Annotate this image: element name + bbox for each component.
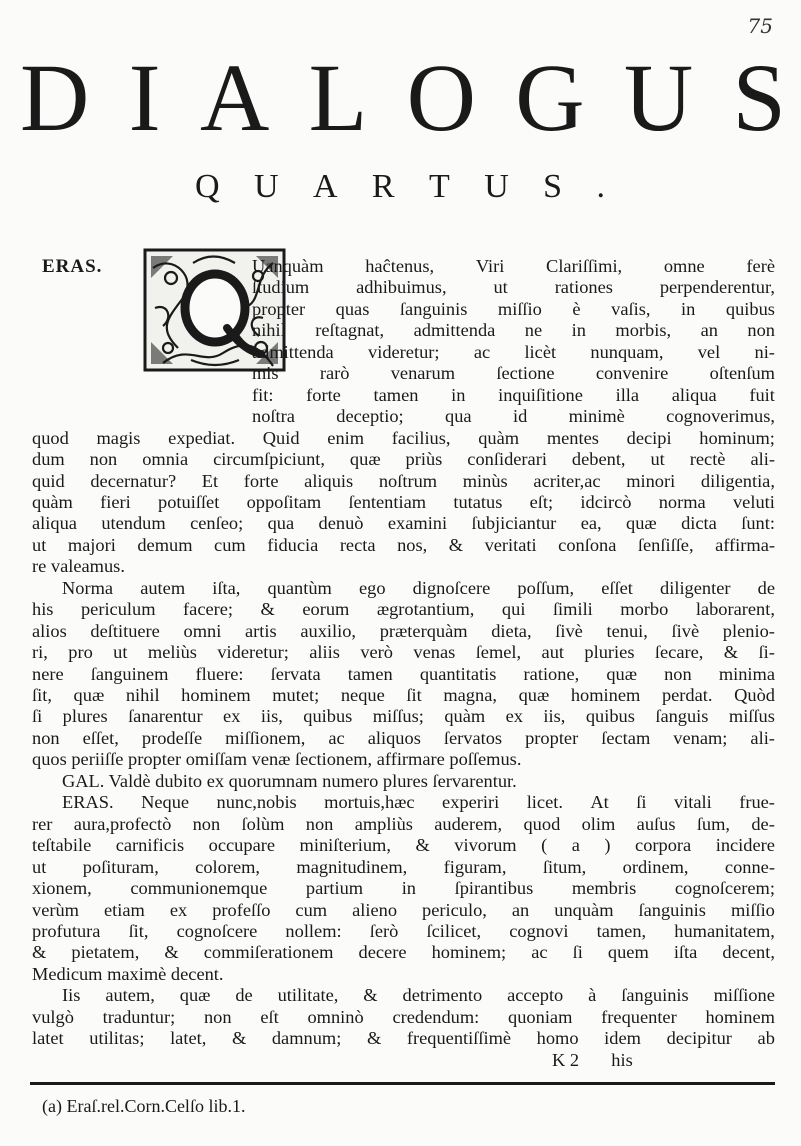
subtitle-letter: U — [484, 168, 509, 205]
text-line: Iis autem, quæ de utilitate, & detrimento accepto à ſanguinis miſſione — [62, 985, 775, 1006]
text-line: ri, pro ut meliùs videretur; aliis verò venas ſemel, aut pluries ſecare, & ſi- — [32, 642, 775, 663]
dialogue-title — [20, 44, 790, 151]
text-line: propter quas ſanguinis miſſio è vaſis, in quibus — [252, 298, 775, 319]
text-line: teſtabile carnificis occupare miniſterium, & vivorum ( a ) corpora incidere — [32, 835, 775, 856]
text-line: admittenda videretur; ac licèt nunquam, vel ni- — [252, 341, 775, 362]
text-line: dum non omnia circumſpiciunt, quæ priùs conſiderari debent, ut rectè ali- — [32, 449, 775, 470]
title-letter: A — [199, 44, 274, 151]
text-line: GAL. Valdè dubito ex quorumnam numero plures ſervarentur. — [62, 770, 517, 791]
text-line: his periculum facere; & eorum ægrotantium, qui ſimili morbo laborarent, — [32, 599, 775, 620]
subtitle-letter: . — [596, 168, 605, 205]
subtitle-letter: T — [429, 168, 450, 205]
text-line: xionem, communionemque partium in ſpirantibus membris cognoſcerem; — [32, 878, 775, 899]
text-line: nihil reſtagnat, admittenda ne in morbis, an non — [252, 320, 775, 341]
text-line: non eſſet, prodeſſe miſſionem, ac aliquos ſervatos propter ſectam venam; ali- — [32, 727, 775, 748]
subtitle-letter: A — [312, 168, 338, 205]
text-line: ſit, quæ nihil hominem mutet; neque ſit magna, quæ hominem perdat. Quòd — [32, 685, 775, 705]
text-line: verùm etiam ex profeſſo cum alieno periculo, an unquàm ſanguinis miſſio — [32, 899, 775, 920]
text-line: profutura ſit, cognoſcere nollem: ſerò ſcilicet, cognovi tamen, humanitatem, — [32, 920, 775, 941]
page-folio: 75 — [747, 14, 773, 38]
footnote: (a) Eraſ.rel.Corn.Celſo lib.1. — [42, 1096, 246, 1116]
text-line: aliqua utendum cenſeo; qua denuò examini ſubjiciantur ea, quæ dicta ſunt: — [32, 513, 775, 534]
text-line: K 2 his — [552, 1049, 633, 1070]
title-letter: I — [128, 44, 165, 151]
text-line: quàm fieri potuiſſet oppoſitam ſententiam tutatus eſt; idcircò norma veluti — [32, 491, 775, 512]
text-line: ſi plures ſanarentur ex iis, quibus miſſus; quàm ex iis, quibus ſanguis miſſus — [32, 706, 775, 727]
text-line: noſtra deceptio; qua id minimè cognoverimus, — [252, 406, 775, 427]
text-line: ut poſituram, colorem, magnitudinem, figuram, ſitum, ordinem, conne- — [32, 856, 775, 877]
text-line: Medicum maximè decent. — [32, 963, 224, 984]
text-line: quid decernatur? Et forte aliquis noſtrum minùs acriter,ac minori diligentia, — [32, 470, 775, 491]
subtitle-letter: S — [543, 168, 563, 205]
text-line: vulgò traduntur; non eſt omninò credendum: quoniam frequenter hominem — [32, 1006, 775, 1027]
text-line: Uanquàm haĉtenus, Viri Clariſſimi, omne ferè — [252, 256, 775, 276]
text-line: latet utilitas; latet, & damnum; & frequentiſſimè homo idem decipitur ab — [32, 1028, 775, 1049]
subtitle-letter: R — [371, 168, 395, 205]
title-letter: D — [20, 44, 94, 151]
title-letter: O — [406, 44, 480, 151]
text-line: rer aura,profectò non ſolùm non ampliùs auderem, quod olim auſus ſum, de- — [32, 813, 775, 834]
text-line: alios deſtituere omni artis auxilio, præterquàm dieta, ſivè tenui, ſivè plenio- — [32, 620, 775, 641]
text-line: mis rarò venarum ſectione convenire oſtenſum — [252, 363, 775, 384]
text-line: re valeamus. — [32, 556, 125, 577]
text-line: & pietatem, & commiſerationem decere hominem; ac ſi quem iſta decent, — [32, 942, 775, 963]
dialogue-subtitle — [195, 168, 605, 206]
title-letter: G — [515, 44, 589, 151]
text-line: ERAS. Neque nunc,nobis mortuis,hæc experiri licet. At ſi vitali frue- — [62, 792, 775, 813]
subtitle-letter: U — [253, 168, 279, 205]
title-letter: U — [623, 44, 698, 151]
footnote-rule — [30, 1082, 775, 1085]
text-line: ſtudium adhibuimus, ut rationes perpenderentur, — [252, 277, 775, 298]
title-letter: L — [308, 44, 372, 151]
text-line: ut majori demum cum fiducia recta nos, & veritati conſona ſenſiſſe, affirma- — [32, 534, 775, 555]
text-line: nere ſanguinem fluere: ſervata tamen quantitatis ratione, quæ non minima — [32, 663, 775, 684]
first-speaker-label: ERAS. — [42, 256, 103, 277]
text-line: Norma autem iſta, quantùm ego dignoſcere poſſum, eſſet diligenter de — [62, 577, 775, 598]
text-line: quos periiſſe propter omiſſam venæ ſectionem, affirmare poſſemus. — [32, 749, 522, 770]
subtitle-letter: Q — [195, 168, 220, 205]
text-line: quod magis expediat. Quid enim facilius, quàm mentes decipi hominum; — [32, 427, 775, 448]
title-letter: S — [732, 44, 790, 151]
text-line: fit: forte tamen in inquiſitione illa aliqua fuit — [252, 384, 775, 405]
